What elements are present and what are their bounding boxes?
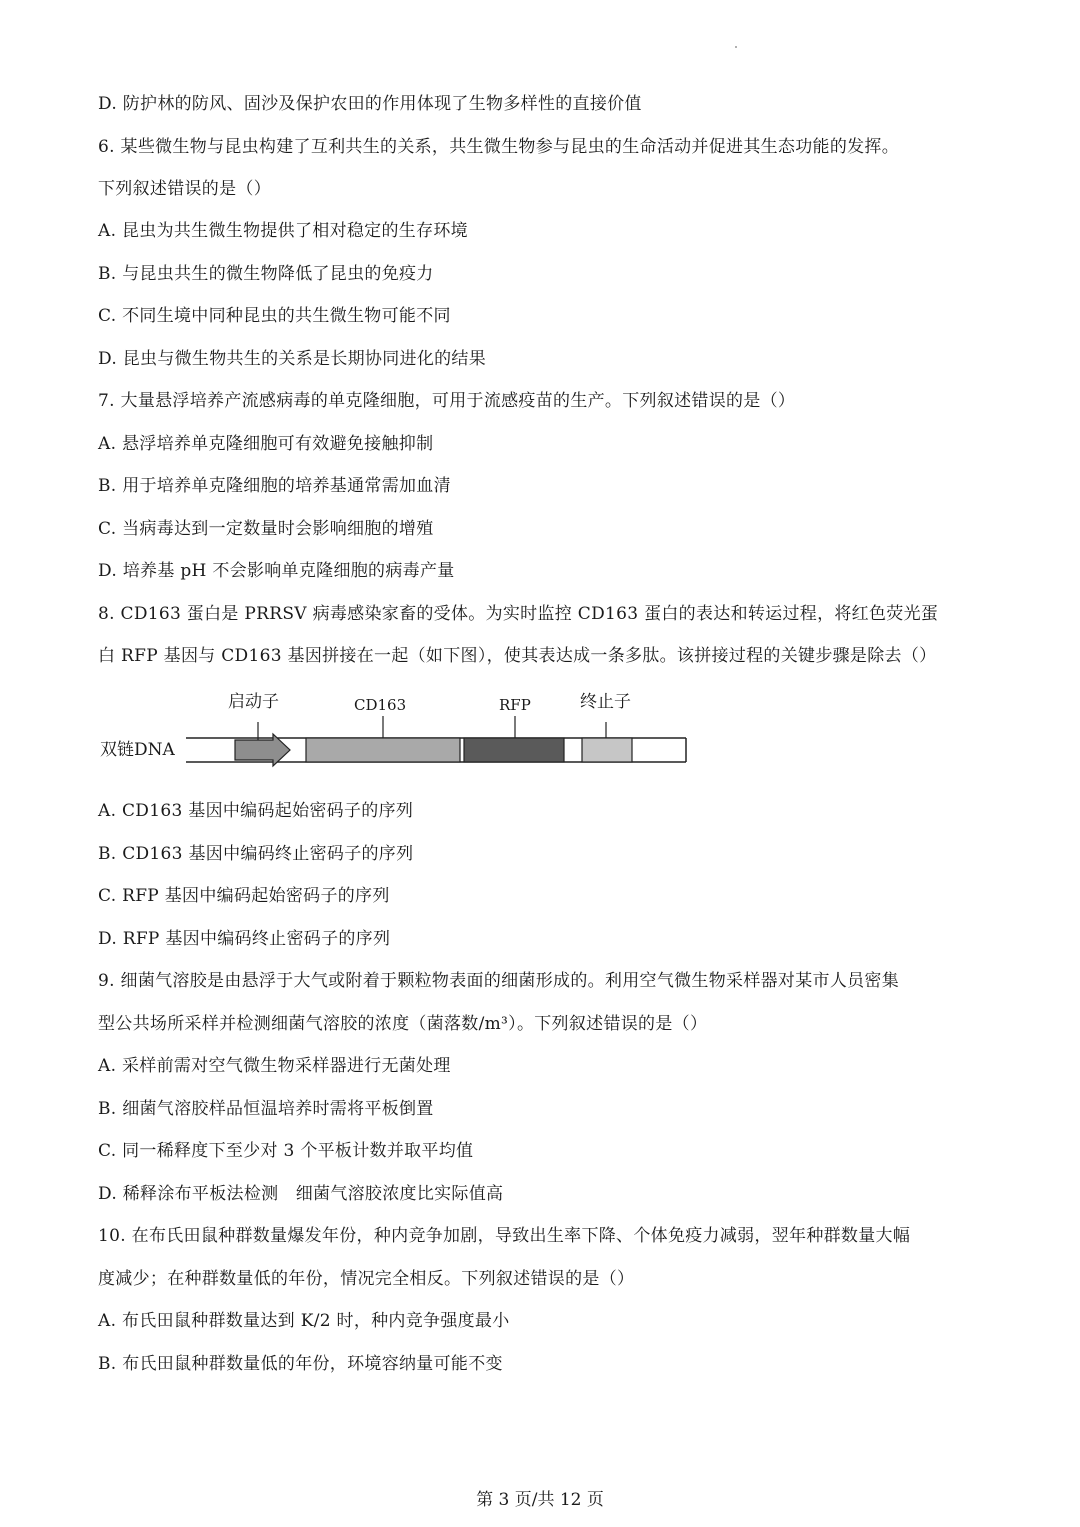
text-line: A. 昆虫为共生微生物提供了相对稳定的生存环境 <box>98 221 468 241</box>
terminator-label: 终止子 <box>580 692 631 712</box>
text-line: 9. 细菌气溶胶是由悬浮于大气或附着于颗粒物表面的细菌形成的。利用空气微生物采样器对某市人员密集 <box>98 971 900 991</box>
dna-label: 双链DNA <box>100 740 175 760</box>
text-line: B. CD163 基因中编码终止密码子的序列 <box>98 844 414 864</box>
text-line: D. RFP 基因中编码终止密码子的序列 <box>98 929 391 949</box>
rfp-label: RFP <box>499 696 531 714</box>
text-line: D. 培养基 pH 不会影响单克隆细胞的病毒产量 <box>98 561 455 581</box>
text-line: B. 用于培养单克隆细胞的培养基通常需加血清 <box>98 476 451 496</box>
text-line: D. 稀释涂布平板法检测 细菌气溶胶浓度比实际值高 <box>98 1184 504 1204</box>
text-line: C. 同一稀释度下至少对 3 个平板计数并取平均值 <box>98 1141 474 1161</box>
text-line: 6. 某些微生物与昆虫构建了互利共生的关系，共生微生物参与昆虫的生命活动并促进其生态功能的发挥。 <box>98 137 900 157</box>
promoter-arrow <box>235 734 290 766</box>
text-line: C. 不同生境中同种昆虫的共生微生物可能不同 <box>98 306 451 326</box>
promoter-label: 启动子 <box>228 692 279 712</box>
text-line: A. 采样前需对空气微生物采样器进行无菌处理 <box>98 1056 451 1076</box>
terminator-block <box>582 738 632 762</box>
text-line: 8. CD163 蛋白是 PRRSV 病毒感染家畜的受体。为实时监控 CD163 蛋白的表达和转运过程，将红色荧光蛋 <box>98 604 939 624</box>
page-footer: 第 3 页/共 12 页 <box>476 1490 604 1510</box>
text-line: 度减少；在种群数量低的年份，情况完全相反。下列叙述错误的是（） <box>98 1269 635 1289</box>
text-line: 下列叙述错误的是（） <box>98 179 271 199</box>
rfp-gene-block <box>464 738 564 762</box>
text-line: B. 细菌气溶胶样品恒温培养时需将平板倒置 <box>98 1099 434 1119</box>
scan-dot <box>735 46 737 48</box>
text-line: D. 防护林的防风、固沙及保护农田的作用体现了生物多样性的直接价值 <box>98 94 642 114</box>
text-line: B. 与昆虫共生的微生物降低了昆虫的免疫力 <box>98 264 434 284</box>
cd163-gene-block <box>306 738 460 762</box>
text-line: D. 昆虫与微生物共生的关系是长期协同进化的结果 <box>98 349 487 369</box>
text-line: 7. 大量悬浮培养产流感病毒的单克隆细胞，可用于流感疫苗的生产。下列叙述错误的是（） <box>98 391 796 411</box>
text-line: 10. 在布氏田鼠种群数量爆发年份，种内竞争加剧，导致出生率下降、个体免疫力减弱，翌年种群数量大幅 <box>98 1226 911 1246</box>
text-line: 白 RFP 基因与 CD163 基因拼接在一起（如下图），使其表达成一条多肽。该拼接过程的关键步骤是除去（） <box>98 646 937 666</box>
text-line: B. 布氏田鼠种群数量低的年份，环境容纳量可能不变 <box>98 1354 503 1374</box>
dna-construct-diagram <box>98 688 718 783</box>
text-line: 型公共场所采样并检测细菌气溶胶的浓度（菌落数/m³）。下列叙述错误的是（） <box>98 1014 708 1034</box>
text-line: C. RFP 基因中编码起始密码子的序列 <box>98 886 390 906</box>
text-line: A. 布氏田鼠种群数量达到 K/2 时，种内竞争强度最小 <box>98 1311 510 1331</box>
text-line: A. CD163 基因中编码起始密码子的序列 <box>98 801 414 821</box>
text-line: A. 悬浮培养单克隆细胞可有效避免接触抑制 <box>98 434 434 454</box>
text-line: C. 当病毒达到一定数量时会影响细胞的增殖 <box>98 519 434 539</box>
cd163-label: CD163 <box>354 696 407 714</box>
